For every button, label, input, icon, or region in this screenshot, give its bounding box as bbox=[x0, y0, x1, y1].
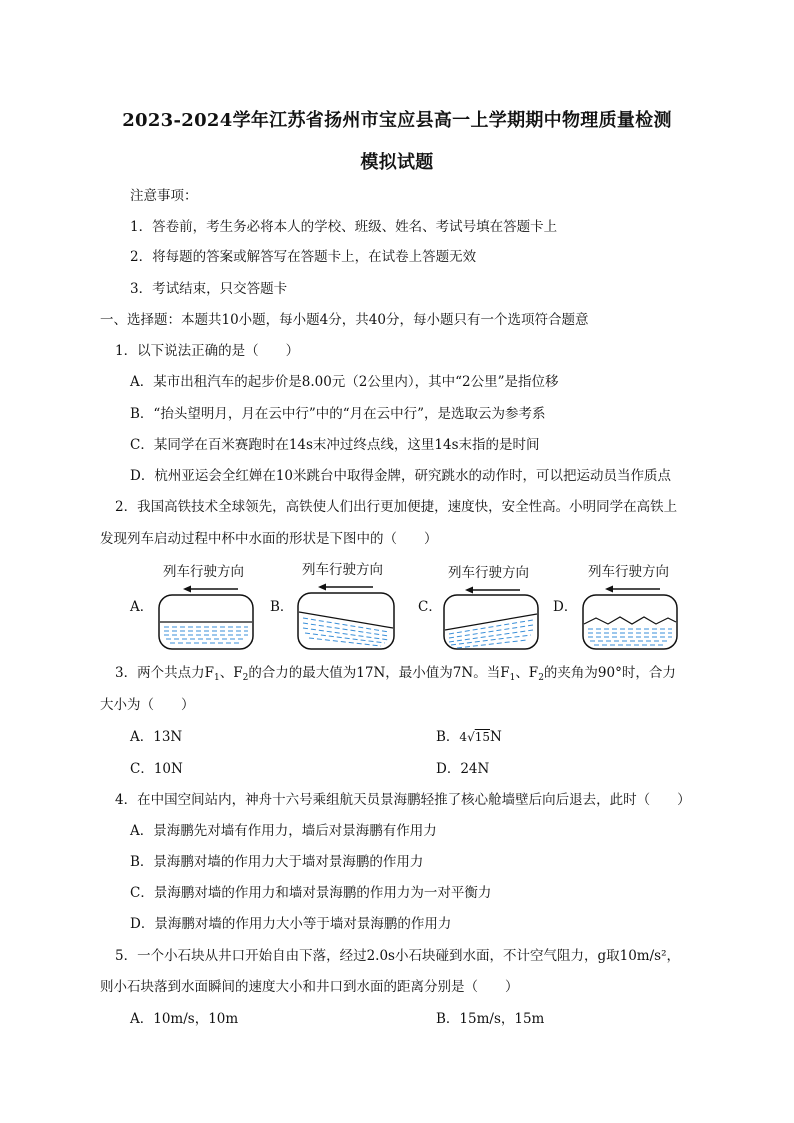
note-item-1: 1．答卷前，考生务必将本人的学校、班级、姓名、考试号填在答题卡上 bbox=[130, 219, 558, 235]
question-1-option-d: D．杭州亚运会全红婵在10米跳台中取得金牌，研究跳水的动作时，可以把运动员当作质点 bbox=[130, 468, 672, 484]
question-5-option-b: B．15m/s，15m bbox=[436, 1011, 545, 1027]
question-1-option-c: C．某同学在百米赛跑时在14s末冲过终点线，这里14s末指的是时间 bbox=[130, 437, 540, 453]
diagram-label-a[interactable]: A． bbox=[130, 599, 154, 615]
direction-caption-a: 列车行驶方向 bbox=[163, 564, 244, 580]
exam-title-line2: 模拟试题 bbox=[360, 152, 434, 173]
cup-diagram-c[interactable] bbox=[443, 594, 539, 650]
left-arrow-icon bbox=[605, 585, 665, 593]
diagram-label-c[interactable]: C． bbox=[418, 599, 442, 615]
question-4-option-a: A．景海鹏先对墙有作用力，墙后对景海鹏有作用力 bbox=[130, 823, 437, 839]
section-1-heading: 一、选择题：本题共10小题，每小题4分，共40分，每小题只有一个选项符合题意 bbox=[100, 312, 589, 328]
question-3-option-a: A．13N bbox=[130, 729, 183, 745]
direction-caption-d: 列车行驶方向 bbox=[588, 564, 669, 580]
diagram-label-b[interactable]: B． bbox=[270, 599, 294, 615]
question-2-stem-line2: 发现列车启动过程中杯中水面的形状是下图中的（ ） bbox=[100, 531, 438, 547]
question-2-stem-line1: 2．我国高铁技术全球领先，高铁使人们出行更加便捷，速度快，安全性高。小明同学在高铁上 bbox=[115, 499, 678, 515]
diagram-label-d[interactable]: D． bbox=[553, 599, 578, 615]
question-3-option-b: B．4√15N bbox=[436, 729, 502, 745]
cup-diagram-a[interactable] bbox=[158, 594, 254, 650]
question-4-stem: 4．在中国空间站内，神舟十六号乘组航天员景海鹏轻推了核心舱墙壁后向后退去，此时（ ） bbox=[115, 792, 691, 808]
question-3-option-c: C．10N bbox=[130, 761, 183, 777]
question-4-option-c: C．景海鹏对墙的作用力和墙对景海鹏的作用力为一对平衡力 bbox=[130, 885, 492, 901]
cup-diagram-b[interactable] bbox=[297, 592, 395, 650]
direction-caption-b: 列车行驶方向 bbox=[302, 562, 383, 578]
note-item-2: 2．将每题的答案或解答写在答题卡上，在试卷上答题无效 bbox=[130, 249, 477, 265]
question-3-option-d: D．24N bbox=[436, 761, 490, 777]
note-item-3: 3．考试结束，只交答题卡 bbox=[130, 281, 288, 297]
question-4-option-b: B．景海鹏对墙的作用力大于墙对景海鹏的作用力 bbox=[130, 854, 424, 870]
cup-diagram-d[interactable] bbox=[582, 594, 678, 650]
question-1-option-a: A．某市出租汽车的起步价是8.00元（2公里内），其中“2公里”是指位移 bbox=[130, 374, 559, 390]
left-arrow-icon bbox=[183, 585, 243, 593]
question-4-option-d: D．景海鹏对墙的作用力大小等于墙对景海鹏的作用力 bbox=[130, 916, 452, 932]
question-1-option-b: B．“抬头望明月，月在云中行”中的“月在云中行”，是选取云为参考系 bbox=[130, 406, 546, 422]
left-arrow-icon bbox=[465, 586, 525, 594]
question-5-option-a: A．10m/s，10m bbox=[130, 1011, 239, 1027]
question-3-stem-line1: 3．两个共点力$F_1$、$F_2$的合力的最大值为17N，最小值为7N。当$F_1$、$F_2$的夹角为90°时，合力 bbox=[115, 665, 676, 683]
question-5-stem-line1: 5．一个小石块从井口开始自由下落，经过2.0s小石块碰到水面，不计空气阻力，g取10m/s²， bbox=[115, 948, 680, 964]
question-3-stem-line2: 大小为（ ） bbox=[100, 697, 195, 713]
question-5-stem-line2: 则小石块落到水面瞬间的速度大小和井口到水面的距离分别是（ ） bbox=[100, 979, 519, 995]
direction-caption-c: 列车行驶方向 bbox=[448, 565, 529, 581]
left-arrow-icon bbox=[318, 583, 378, 591]
question-1-stem: 1．以下说法正确的是（ ） bbox=[115, 343, 300, 359]
exam-title-line1: 2023-2024学年江苏省扬州市宝应县高一上学期期中物理质量检测 bbox=[122, 110, 672, 131]
notes-heading: 注意事项： bbox=[130, 188, 198, 204]
